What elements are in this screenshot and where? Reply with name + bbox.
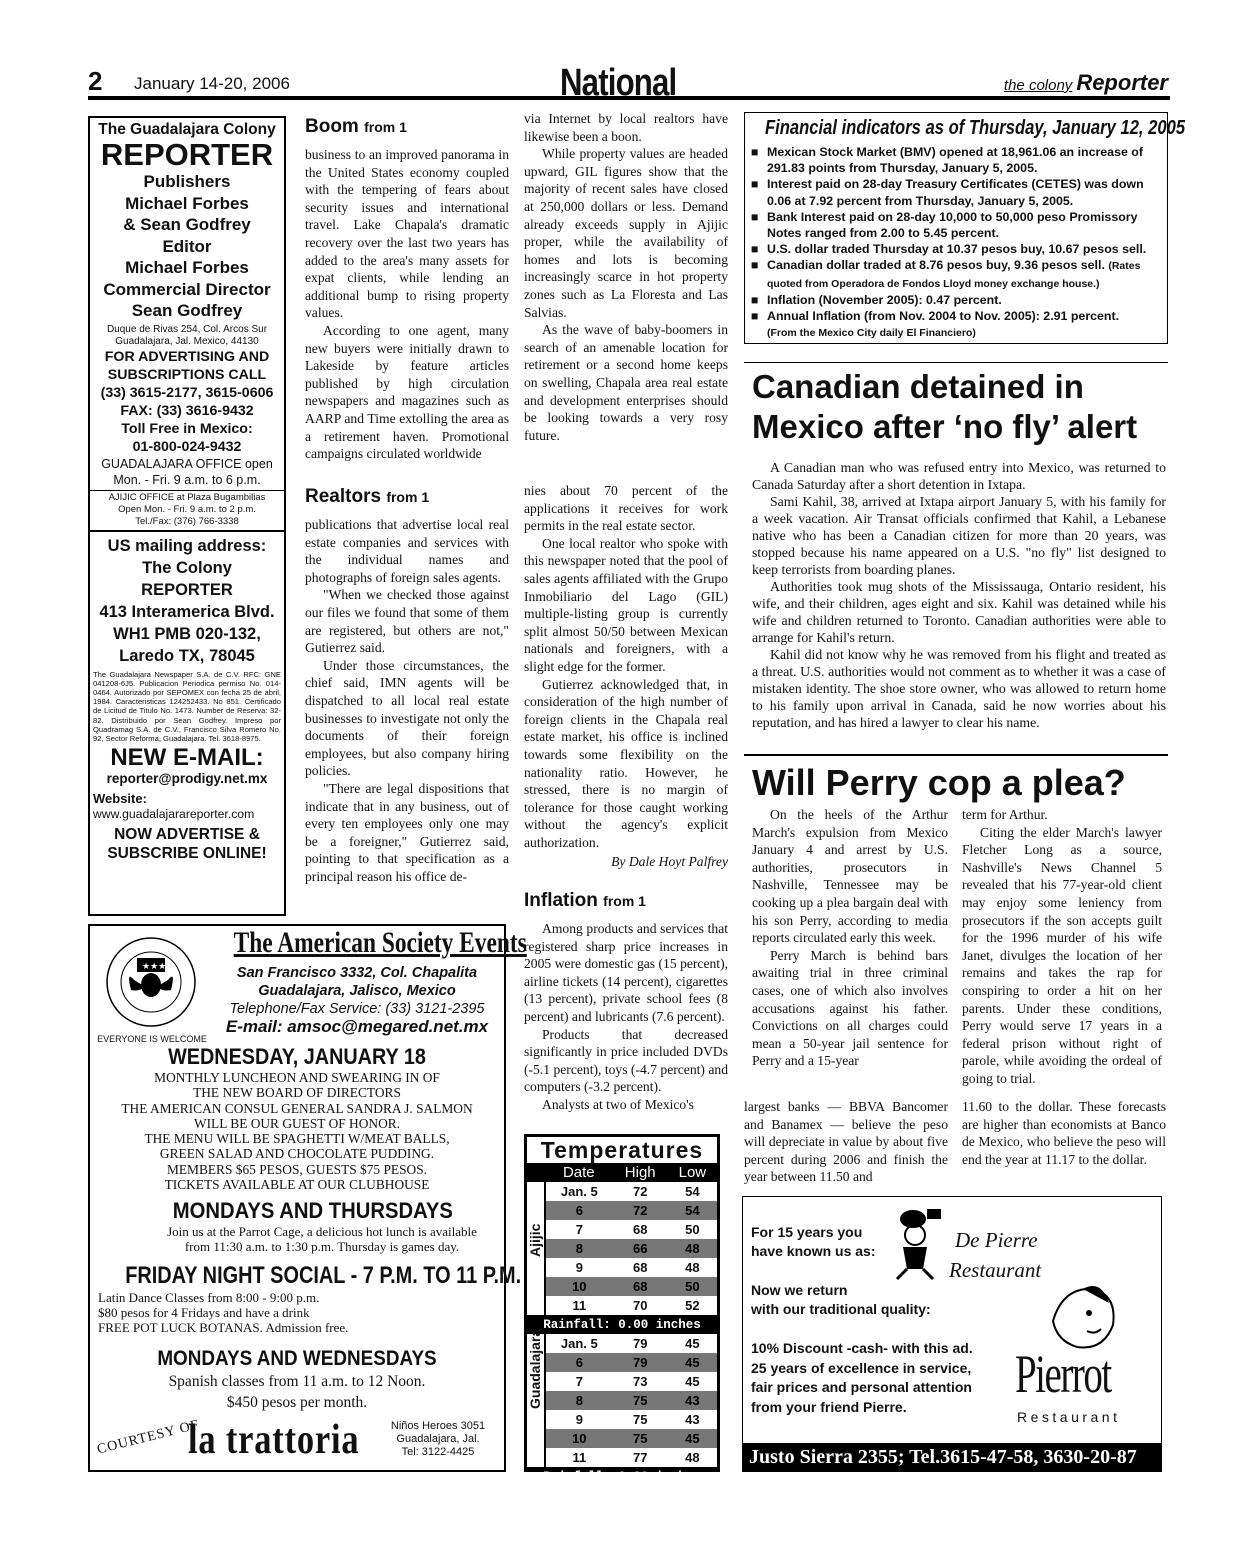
pierrot-logo: Pierrot	[1015, 1344, 1111, 1404]
temp-low: 43	[685, 1412, 700, 1427]
staff-us-5: WH1 PMB 020-132,	[113, 624, 261, 643]
events-title: The American Society Events	[233, 926, 527, 959]
perry-p2: Perry March is behind bars awaiting trial in three criminal cases, one of which also involves accusations against his father. Convictions on all charges could mean a 50-year jail sentence for Perry and a 15-year	[752, 947, 948, 1069]
temp-low: 45	[685, 1431, 700, 1446]
financial-item: ■ Mexican Stock Market (BMV) opened at 18,961.06 an increase of 291.83 points from Thursday, January 5, 2005.	[751, 144, 1161, 176]
temperatures-table	[527, 1163, 717, 1486]
temperature-row	[527, 1391, 717, 1410]
staff-publisher-2: & Sean Godfrey	[123, 215, 251, 234]
events-wednesday-heading: WEDNESDAY, JANUARY 18	[168, 1044, 426, 1069]
col-high: High	[624, 1164, 656, 1181]
trattoria-logo: la trattoria	[188, 1417, 360, 1463]
inflation-title: Inflation	[524, 890, 598, 911]
temperature-row	[527, 1296, 717, 1315]
realtors-p6: One local realtor who spoke with this newspaper noted that the pool of sales agents affiliated with the Grupo Inmobiliario del Lago (GIL) multiple-listing group is currently split almost 50/50 between Mexican nationals and foreigners, with a slight edge for the former.	[524, 535, 728, 674]
inflation-p3: Analysts at two of Mexico's	[542, 1096, 694, 1112]
temp-low: 50	[685, 1222, 700, 1237]
events-wed-line: GREEN SALAD AND CHOCOLATE PUDDING.	[159, 1146, 435, 1162]
temp-date: 8	[575, 1393, 583, 1408]
staff-us-4: 413 Interamerica Blvd.	[99, 602, 275, 621]
temperatures-box	[524, 1134, 720, 1484]
realtors-p3: Under those circumstances, the chief said, IMN agents will be dispatched to all local real estate businesses to investigate not only the documents of their foreign employees, but also company hiring policies.	[305, 657, 509, 779]
staff-fax: FAX: (33) 3616-9432	[120, 402, 254, 419]
pierrot-ad	[742, 1196, 1162, 1472]
temperature-row	[527, 1239, 717, 1258]
staff-advertising-1: FOR ADVERTISING AND	[104, 348, 270, 365]
ad-line: 10% Discount -cash- with this ad.	[751, 1340, 973, 1356]
inflation-p1: Among products and services that registered sharp price increases in 2005 were domestic gas (15 percent), airline tickets (14 percent), cigarettes (13 percent), private school fees (8 percent) and lubricants (7.6 percent).	[524, 921, 728, 1024]
canadian-p3: Authorities took mug shots of the Mississauga, Ontario resident, his wife, and their children, ages eight and six. Kahil was detained while his wife and children returned to Toronto. Canadian authorities were able to arrange for Kahil's return.	[752, 579, 1166, 645]
section-title: National	[560, 62, 677, 104]
ad-line: fair prices and personal attention	[751, 1379, 972, 1395]
temp-high: 77	[632, 1450, 648, 1465]
events-wed-line: THE NEW BOARD OF DIRECTORS	[193, 1085, 401, 1101]
realtors-heading	[305, 486, 509, 508]
city-label	[527, 1182, 545, 1315]
temp-date: 10	[572, 1279, 587, 1294]
temp-high: 75	[632, 1393, 648, 1408]
perry-column-a	[752, 806, 948, 1070]
temperature-row	[527, 1410, 717, 1429]
temp-high: 79	[632, 1355, 648, 1370]
perry-headline: Will Perry cop a plea?	[752, 762, 1126, 803]
temp-date: Jan. 5	[560, 1184, 598, 1199]
temperature-row	[527, 1448, 717, 1467]
city-label	[527, 1328, 545, 1467]
temp-high: 68	[632, 1260, 648, 1275]
temp-low: 45	[685, 1355, 700, 1370]
events-mt-line: Join us at the Parrot Cage, a delicious hot lunch is available	[167, 1224, 477, 1240]
temp-date: 6	[575, 1203, 583, 1218]
seal-icon	[96, 930, 206, 1040]
masthead-rule	[88, 96, 1170, 100]
temp-low: 48	[685, 1241, 700, 1256]
financial-note: (Rates quoted from Operadora de Fondos Lloyd money exchange house.)	[767, 260, 1141, 290]
staff-us-6: Laredo TX, 78045	[119, 646, 255, 665]
ad-line: have known us as:	[751, 1243, 876, 1259]
temp-date: 6	[575, 1355, 583, 1370]
temperature-row	[527, 1201, 717, 1220]
events-address-2: Guadalajara, Jalisco, Mexico	[258, 983, 456, 999]
boom-title: Boom	[305, 116, 359, 137]
events-mw-line: Spanish classes from 11 a.m. to 12 Noon.	[168, 1373, 426, 1391]
society-welcome: EVERYONE IS WELCOME	[97, 1034, 207, 1044]
realtors-column-b	[524, 482, 728, 871]
staff-tollfree-label: Toll Free in Mexico:	[121, 420, 253, 437]
issue-date: January 14-20, 2006	[134, 74, 290, 93]
temperature-row	[527, 1372, 717, 1391]
staff-ajijic-2: Open Mon. - Fri. 9 a.m. to 2 p.m.	[118, 503, 256, 515]
temperature-row	[527, 1182, 717, 1201]
trattoria-phone: Tel: 3122-4425	[401, 1446, 475, 1458]
temp-date: 11	[572, 1298, 587, 1313]
staff-subscribe-1: NOW ADVERTISE &	[114, 826, 260, 844]
pierrot-restaurant: Restaurant	[1017, 1409, 1121, 1425]
temp-low: 48	[685, 1450, 700, 1465]
realtors-byline: By Dale Hoyt Palfrey	[611, 854, 728, 870]
temperature-row	[527, 1258, 717, 1277]
depierre-restaurant: Restaurant	[949, 1258, 1042, 1282]
staff-reporter: REPORTER	[100, 137, 274, 172]
page-number: 2	[88, 66, 103, 96]
chef-icon	[883, 1203, 947, 1283]
temp-low: 45	[685, 1374, 700, 1389]
temp-date: 9	[575, 1260, 583, 1275]
canadian-p4: Kahil did not know why he was removed from his flight and treated as a threat. U.S. authorities would not comment as to whether it was a case of mistaken identity. The shoe store owner, who was allowed to return home to his family upon arrival in Canada, said he now worries about his reputation, and has hired a lawyer to clear his name.	[752, 647, 1166, 730]
temp-high: 66	[632, 1241, 648, 1256]
events-mon-thu-heading: MONDAYS AND THURSDAYS	[172, 1198, 453, 1224]
inflation-continued-a: largest banks — BBVA Bancomer and Banamex — believe the peso will depreciate in value by about five percent during 2006 and finish the year between 11.50 and	[744, 1099, 948, 1185]
boom-p5: As the wave of baby-boomers in search of an amenable location for retirement or a second home keeps on swelling, Chapala area real estate and development enterprises should be looking towards a very rosy future.	[524, 322, 728, 443]
temperature-row	[527, 1429, 717, 1448]
brand-small: the colony	[1003, 77, 1073, 94]
temp-high: 72	[632, 1203, 648, 1218]
col-low: Low	[678, 1164, 707, 1181]
inflation-heading	[524, 890, 728, 912]
events-address-1: San Francisco 3332, Col. Chapalita	[236, 965, 478, 981]
temp-high: 72	[632, 1184, 648, 1199]
realtors-p7: Gutierrez acknowledged that, in consideration of the high number of foreign clients in the Chapala real estate market, his office is inclined towards some flexibility on the nationality ratio. However, he stressed, there is no margin of tolerance for those caught working without the agency's explicit authorization.	[524, 676, 728, 850]
perry-column-b	[962, 806, 1162, 1088]
events-friday-heading: FRIDAY NIGHT SOCIAL - 7 P.M. TO 11 P.M.	[125, 1262, 522, 1290]
events-wed-line: MONTHLY LUNCHEON AND SWEARING IN OF	[154, 1070, 440, 1085]
staff-commercial-label: Commercial Director	[103, 279, 271, 299]
temp-date: 9	[575, 1412, 583, 1427]
temp-low: 54	[685, 1203, 700, 1218]
temp-low: 48	[685, 1260, 700, 1275]
ad-line: from your friend Pierre.	[751, 1398, 907, 1415]
staff-us-label: US mailing address:	[107, 536, 267, 555]
financial-item-text: Annual Inflation (from Nov. 2004 to Nov. 2005): 2.91 percent.	[767, 309, 1120, 324]
financial-item	[751, 257, 1161, 291]
staff-email-heading: NEW E-MAIL:	[110, 744, 264, 772]
ad-line: 25 years of excellence in service,	[751, 1359, 972, 1376]
events-friday-line: Latin Dance Classes from 8:00 - 9:00 p.m.	[98, 1290, 320, 1306]
realtors-p2: "When we checked those against our files we found that some of them are registered, but others are not," Gutierrez said.	[305, 587, 509, 656]
temp-low: 50	[685, 1279, 700, 1294]
inflation-column	[524, 890, 728, 1114]
city-label-text: Guadalajara	[527, 1328, 543, 1409]
temp-high: 68	[632, 1222, 648, 1237]
boom-p3: via Internet by local realtors have likewise been a boon.	[524, 111, 728, 144]
financial-title: Financial indicators as of Thursday, January 12, 2005	[765, 117, 1186, 139]
temp-date: 11	[572, 1450, 587, 1465]
perry-p1: On the heels of the Arthur March's expulsion from Mexico January 4 and arrest by U.S. authorities, prosecutors in Nashville, Tennessee may be cooking up a plea bargain deal with his son Perry, according to media reports circulated early this week.	[752, 807, 948, 946]
temperature-row	[527, 1220, 717, 1239]
financial-item: ■ Interest paid on 28-day Treasury Certificates (CETES) was down 0.06 at 7.92 percent from Thursday, January 5, 2005.	[751, 176, 1161, 208]
temp-low: 45	[685, 1336, 700, 1351]
perry-p3: term for Arthur.	[962, 807, 1048, 822]
financial-item	[751, 308, 1161, 341]
staff-email[interactable]: reporter@prodigy.net.mx	[106, 771, 268, 787]
ad-line: For 15 years you	[751, 1224, 863, 1240]
brand-logo	[1004, 70, 1168, 98]
financial-indicators-box	[744, 112, 1186, 344]
canadian-p1: A Canadian man who was refused entry into Mexico, was returned to Canada Saturday after a short detention in Ixtapa.	[752, 460, 1166, 492]
realtors-p5: nies about 70 percent of the applications it receives for work permits in the real estate sector.	[524, 483, 728, 534]
boom-heading	[305, 116, 509, 138]
temperatures-title: Temperatures	[527, 1137, 717, 1163]
ad-line: Now we return	[751, 1282, 848, 1298]
staff-fine-print: The Guadalajara Newspaper S.A. de C.V. RFC: GNE 041208-6J5. Publicacion Periodica permiso No. 014-0464. Autorizado por SEPOMEX con fecha 25 de abril, 1984. Caracteristicas 124252433. No 851. Certificado de Licitud de Titulo No. 1473. Number de Reserva: 32-82. Distribuido por Sean Godfrey. Impreso por Quadramag S.A. de C.V., Francisco Silva Romero No. 92, Sector Reforma, Guadalajara. Tel. 3618-8975.	[93, 669, 281, 743]
temp-low: 43	[685, 1393, 700, 1408]
temp-date: 8	[575, 1241, 583, 1256]
city-label-text: Ajijic	[527, 1223, 543, 1257]
staff-paper-name: The Guadalajara Colony	[98, 121, 276, 138]
realtors-title: Realtors	[305, 486, 382, 507]
temp-date: 7	[575, 1374, 583, 1389]
guadalajara-rainfall: Rainfall: 0.00 inches	[543, 1469, 701, 1484]
temp-date: 10	[572, 1431, 587, 1446]
staff-subscribe-2: SUBSCRIBE ONLINE!	[107, 845, 267, 863]
realtors-column-a	[305, 486, 509, 885]
boom-p4: While property values are headed upward, GIL figures show that the majority of recent sales have closed at 250,000 dollars or less. Demand already exceeds supply in Ajijic proper, while the availability of homes and lots is becoming increasingly scarce in hot property zones such as La Floresta and Las Salvias.	[524, 146, 728, 320]
events-mt-line: from 11:30 a.m. to 1:30 p.m. Thursday is games day.	[184, 1239, 460, 1255]
canadian-headline: Canadian detained in Mexico after ‘no fly’ alert	[752, 368, 1138, 445]
staff-editor-label: Editor	[162, 236, 212, 256]
staff-publisher-1: Michael Forbes	[125, 193, 249, 213]
pierrot-address-bar: Justo Sierra 2355; Tel.3615-47-58, 3630-20-87	[743, 1443, 1161, 1471]
staff-address-2: Guadalajara, Jal. Mexico, 44130	[115, 335, 259, 347]
temperature-row	[527, 1353, 717, 1372]
staff-publishers-label: Publishers	[143, 172, 231, 191]
staff-us-2: The Colony	[142, 558, 232, 577]
staff-us-3: REPORTER	[141, 580, 233, 599]
staff-advertising-2: SUBSCRIPTIONS CALL	[107, 366, 267, 383]
financial-item: ■ Bank Interest paid on 28-day 10,000 to 50,000 peso Promissory Notes ranged from 2.00 to 5.45 percent.	[751, 209, 1161, 241]
inflation-from: from 1	[603, 893, 646, 909]
temp-date: Jan. 5	[560, 1336, 598, 1351]
trattoria-address-1: Niños Heroes 3051	[390, 1420, 486, 1432]
financial-item: ■ Inflation (November 2005): 0.47 percent.	[751, 292, 1161, 308]
staff-website[interactable]: www.guadalajarareporter.com	[93, 807, 255, 822]
realtors-p1: publications that advertise local real estate companies and services with the individual names and photographs of foreign sales agents.	[305, 517, 509, 585]
ad-line: with our traditional quality:	[751, 1301, 931, 1317]
events-friday-line: FREE POT LUCK BOTANAS. Admission free.	[98, 1320, 349, 1336]
staff-editor: Michael Forbes	[125, 258, 249, 277]
svg-text:★★★: ★★★	[142, 962, 167, 972]
staff-phones: (33) 3615-2177, 3615-0606	[100, 384, 274, 401]
temp-high: 75	[632, 1431, 648, 1446]
trattoria-address-2: Guadalajara, Jal.	[396, 1433, 480, 1445]
col-date: Date	[562, 1164, 595, 1181]
temp-low: 52	[685, 1298, 700, 1313]
temp-high: 79	[632, 1336, 648, 1351]
events-friday-line: $80 pesos for 4 Fridays and have a drink	[98, 1305, 310, 1321]
boom-from: from 1	[364, 119, 407, 135]
temperature-row	[527, 1277, 717, 1296]
realtors-from: from 1	[386, 489, 430, 505]
temp-high: 73	[632, 1374, 648, 1389]
events-wed-line: TICKETS AVAILABLE AT OUR CLUBHOUSE	[164, 1177, 430, 1193]
staff-website-label: Website:	[93, 791, 147, 807]
temp-date: 7	[575, 1222, 583, 1237]
society-seal	[96, 930, 206, 1040]
american-society-events-ad	[88, 924, 527, 1472]
temperature-row	[527, 1334, 717, 1353]
temp-high: 70	[632, 1298, 648, 1313]
temp-low: 54	[685, 1184, 700, 1199]
staff-commercial: Sean Godfrey	[131, 301, 243, 320]
events-email[interactable]: E-mail: amsoc@megared.net.mx	[225, 1017, 489, 1036]
courtesy-label: COURTESY OF	[95, 1417, 202, 1458]
staff-address-1: Duque de Rivas 254, Col. Arcos Sur	[106, 323, 268, 335]
staff-ajijic-3: Tel./Fax: (376) 766-3338	[135, 515, 239, 527]
events-wed-line: THE MENU WILL BE SPAGHETTI W/MEAT BALLS,	[144, 1131, 450, 1147]
financial-note: (From the Mexico City daily El Financiero)	[767, 327, 976, 340]
inflation-p2: Products that decreased significantly in price included DVDs (-5.1 percent), toys (-4.7 percent) and computers (-3.2 percent).	[524, 1026, 728, 1095]
perry-p4: Citing the elder March's lawyer Fletcher Long as a source, Nashville's News Channel 5 revealed that his 77-year-old client may enjoy some leniency from prosecutors if the son accepts guilt for the 1996 murder of his wife Janet, divulges the location of her remains and takes the rap for conspiring to order a hit on her parents. Under these conditions, Perry would serve 17 years in a federal prison without right of parole, while avoiding the ordeal of going to trial.	[962, 824, 1162, 1086]
boom-column-b	[524, 110, 728, 444]
financial-item-text: Canadian dollar traded at 8.76 pesos buy, 9.36 pesos sell.	[767, 258, 1105, 273]
temp-high: 75	[632, 1412, 648, 1427]
inflation-continued-b: 11.60 to the dollar. These forecasts are higher than economists at Banco de Mexico, who believe the peso will end the year at 11.17 to the dollar.	[962, 1099, 1166, 1167]
boom-p2: According to one agent, many new buyers were initially drawn to Lakeside by feature articles published by high circulation newspapers and magazines such as AARP and Time extolling the area as a retirement haven. Promotional campaigns circulated worldwide	[305, 322, 509, 462]
events-telephone: Telephone/Fax Service: (33) 3121-2395	[229, 1001, 485, 1017]
depierre-name: De Pierre	[955, 1228, 1038, 1252]
canadian-story	[744, 362, 1168, 740]
boom-column-a	[305, 116, 509, 463]
canadian-p2: Sami Kahil, 38, arrived at Ixtapa airport January 5, with his family for a week vacation. Air Transat officials confirmed that Kahil, a Lebanese native who has been a Canadian citizen for more than 20 years, was stopped because his name appeared on a U.S. "no fly" list designed to keep terrorists from boarding planes.	[752, 494, 1166, 577]
realtors-p4: "There are legal dispositions that indicate that in any business, out of every ten employees only one may be a foreigner," Gutierrez said, pointing to that specification as a principal reason his office de-	[305, 780, 509, 884]
staff-tollfree: 01-800-024-9432	[132, 438, 242, 455]
temp-high: 68	[632, 1279, 648, 1294]
financial-item: ■ U.S. dollar traded Thursday at 10.37 pesos buy, 10.67 pesos sell.	[751, 241, 1161, 257]
events-wed-line: MEMBERS $65 PESOS, GUESTS $75 PESOS.	[166, 1161, 428, 1177]
staff-box	[88, 116, 286, 916]
events-mon-wed-heading: MONDAYS AND WEDNESDAYS	[157, 1347, 437, 1371]
events-wed-line: WILL BE OUR GUEST OF HONOR.	[193, 1115, 401, 1131]
staff-office-1: GUADALAJARA OFFICE open	[101, 456, 273, 471]
staff-ajijic-1: AJIJIC OFFICE at Plaza Bugambilias	[108, 491, 266, 503]
brand-big: Reporter	[1076, 70, 1168, 95]
boom-p1: business to an improved panorama in the United States economy coupled with the tempering of fears about security issues and international travel. Lake Chapala's dramatic recovery over the last two years has added to the area's many assets for expat clients, while lending an additional bump to rising property values.	[305, 147, 509, 321]
events-wed-line: THE AMERICAN CONSUL GENERAL SANDRA J. SALMON	[121, 1100, 473, 1116]
ajijic-rainfall: Rainfall: 0.00 inches	[543, 1317, 701, 1332]
events-mw-line: $450 pesos per month.	[226, 1394, 368, 1412]
staff-office-2: Mon. - Fri. 9 a.m. to 6 p.m.	[113, 472, 261, 487]
